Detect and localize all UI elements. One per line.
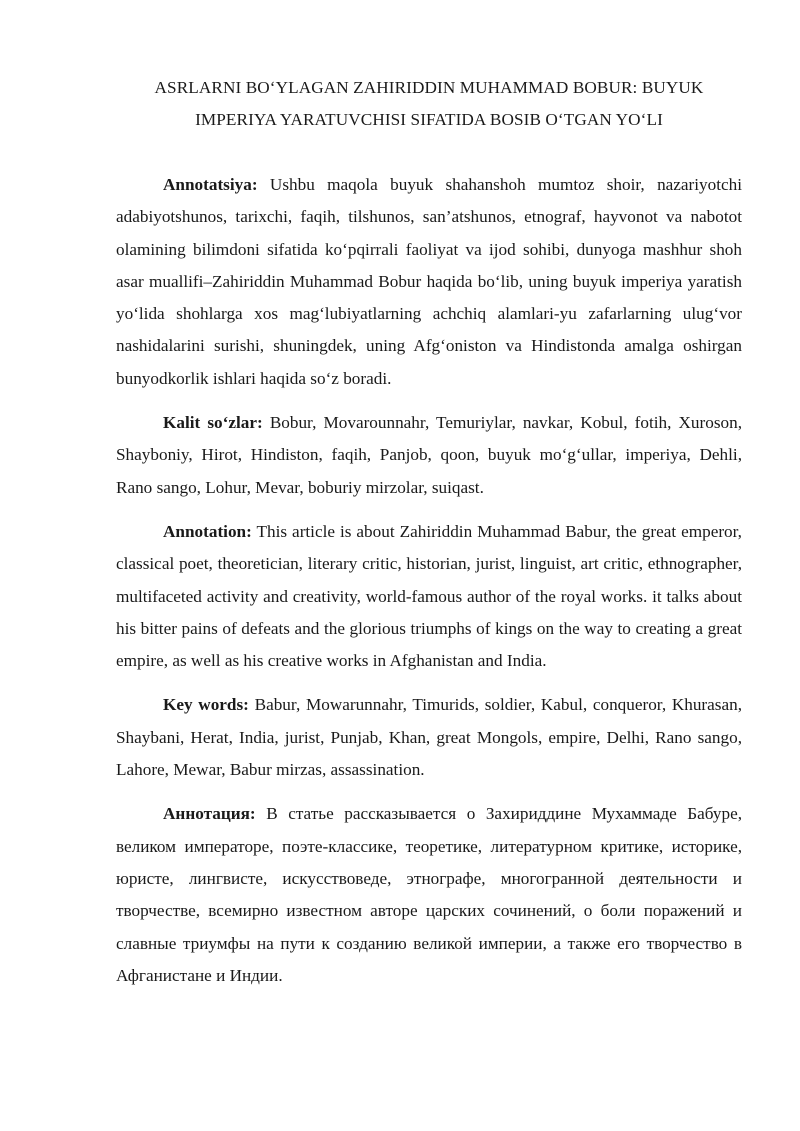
keywords-uzbek-label: Kalit so‘zlar:: [163, 413, 263, 433]
keywords-uzbek-text: Bobur, Movarounnahr, Temuriylar, navkar, Kobul, fotih, Xuroson, Shayboniy, Hirot, Hindiston, faqih, Panjob, qoon, buyuk mo‘g‘ullar, imperiya, Dehli, Rano sango, Lohur, Mevar, boburiy mirzolar, suiqast.: [116, 413, 743, 497]
abstract-russian-text: В статье рассказывается о Захириддине Мухаммаде Бабуре, великом императоре, поэте-классике, теоретике, литературном критике, историке, юристе, лингвисте, искусствоведе, этнографе, многогранной деятельности и творчестве, всемирно известном авторе царских сочинений, о боли поражений и славные триумфы на пути к созданию великой империи, а также его творчество в Афганистане и Индии.: [116, 804, 743, 985]
abstract-english: [116, 516, 742, 677]
document-page: [116, 72, 742, 1004]
keywords-english-text: Babur, Mowarunnahr, Timurids, soldier, Kabul, conqueror, Khurasan, Shaybani, Herat, India, jurist, Punjab, Khan, great Mongols, empire, Delhi, Rano sango, Lahore, Mewar, Babur mirzas, assassination.: [116, 695, 742, 780]
abstract-english-label: Annotation:: [163, 521, 252, 541]
abstract-uzbek-text: Ushbu maqola buyuk shahanshoh mumtoz shoir, nazariyotchi adabiyotshunos, tarixchi, faqih, tilshunos, san’atshunos, etnograf, hayvonot va nabotot olamining bilimdoni sifatida ko‘pqirrali faoliyat va ijod sohibi, dunyoga mashhur shoh asar muallifi–Zahiriddin Muhammad Bobur haqida bo‘lib, uning buyuk imperiya yaratish yo‘lida shohlarga xos mag‘lubiyatlarning achchiq alamlari-yu zafarlarning ulug‘vor nashidalarini surishi, shuningdek, uning Afg‘oniston va Hindistonda amalga oshirgan bunyodkorlik ishlari haqida so‘z boradi.: [116, 175, 743, 388]
article-title-line-1: ASRLARNI BO‘YLAGAN ZAHIRIDDIN MUHAMMAD BOBUR: BUYUK: [154, 78, 704, 97]
abstract-russian-label: Аннотация:: [163, 804, 256, 824]
keywords-english: [116, 689, 742, 786]
article-title: [116, 72, 742, 136]
keywords-english-label: Key words:: [163, 695, 249, 715]
keywords-uzbek: [116, 407, 742, 504]
title-spacer: [116, 136, 742, 169]
article-title-line-2: IMPERIYA YARATUVCHISI SIFATIDA BOSIB O‘TGAN YO‘LI: [195, 110, 663, 129]
abstract-russian: [116, 798, 742, 992]
abstract-uzbek-label: Annotatsiya:: [163, 175, 258, 194]
abstract-uzbek: [116, 169, 742, 395]
abstract-english-text: This article is about Zahiriddin Muhammad Babur, the great emperor, classical poet, theoretician, literary critic, historian, jurist, linguist, art critic, ethnographer, multifaceted activity and creativity, world-famous author of the royal works. it talks about his bitter pains of defeats and the glorious triumphs of kings on the way to creating a great empire, as well as his creative works in Afghanistan and India.: [116, 521, 742, 671]
